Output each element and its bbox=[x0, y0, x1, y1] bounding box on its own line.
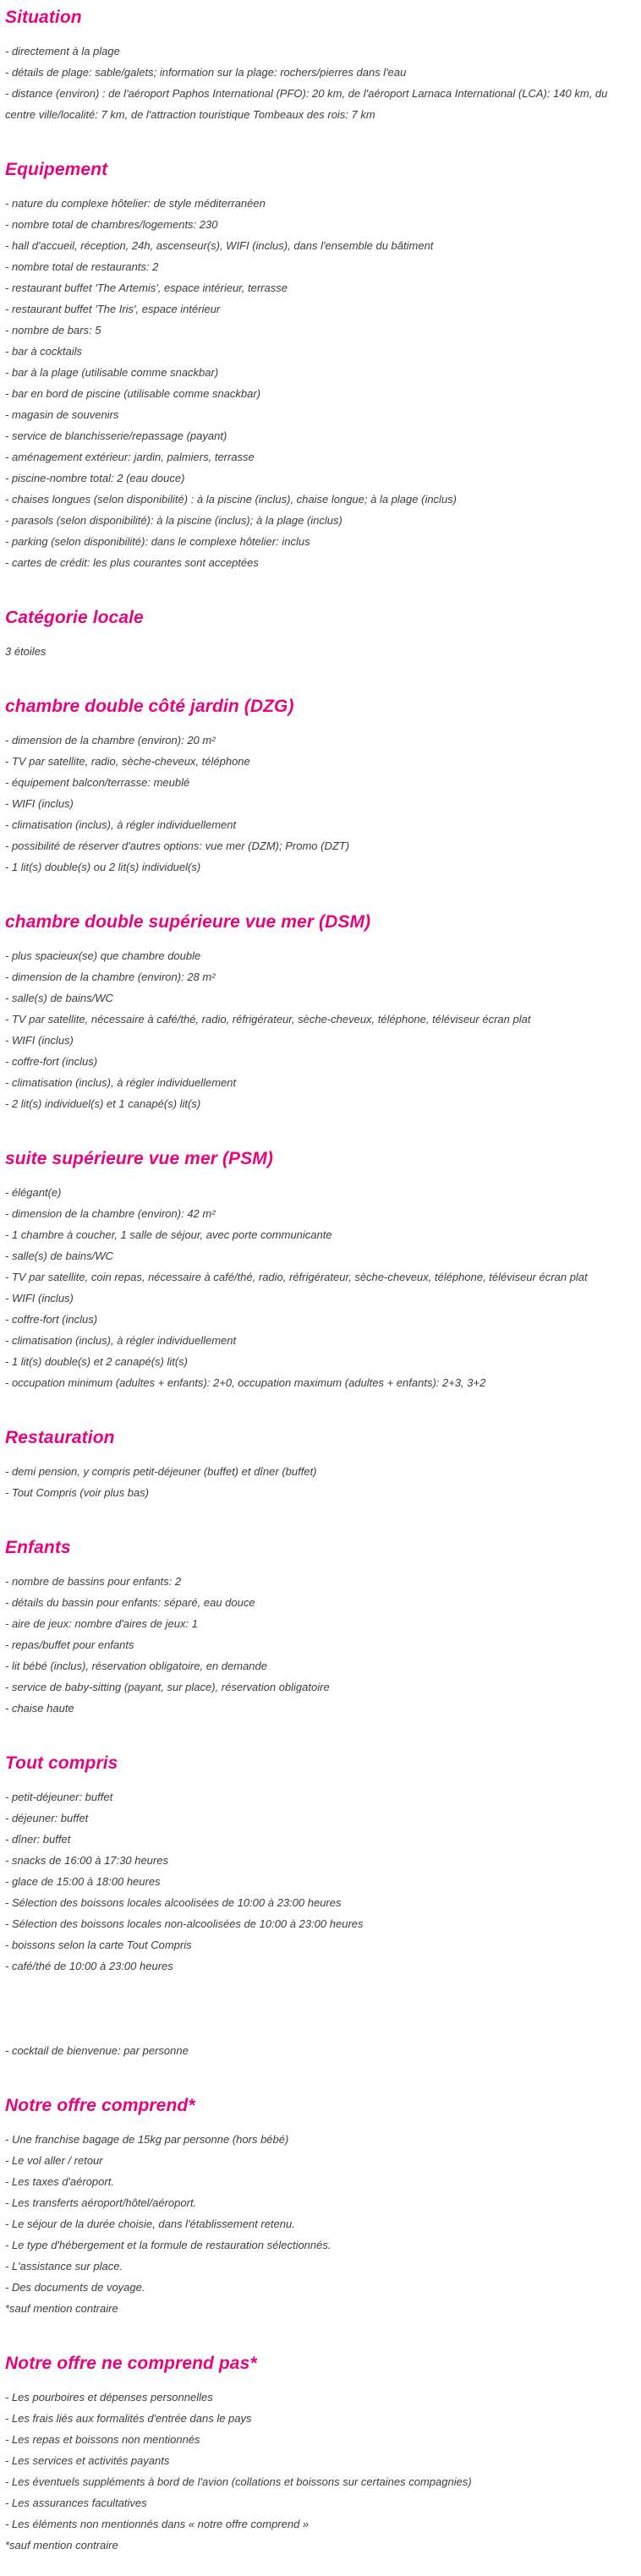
section-title-situation: Situation bbox=[5, 8, 82, 27]
detail-line: - bar en bord de piscine (utilisable comme snackbar) bbox=[5, 387, 261, 400]
detail-line: - 1 chambre à coucher, 1 salle de séjour, avec porte communicante bbox=[5, 1228, 332, 1241]
section-title-enfants: Enfants bbox=[5, 1538, 71, 1557]
detail-line: - plus spacieux(se) que chambre double bbox=[5, 949, 201, 962]
detail-line: - bar à cocktails bbox=[5, 345, 83, 358]
detail-line: - Tout Compris (voir plus bas) bbox=[5, 1486, 150, 1499]
detail-line: - cocktail de bienvenue: par personne bbox=[5, 2044, 189, 2057]
detail-line: - snacks de 16:00 à 17:30 heures bbox=[5, 1854, 168, 1867]
detail-line: - cartes de crédit: les plus courantes sont acceptées bbox=[5, 556, 259, 569]
detail-line: - climatisation (inclus), à régler individuellement bbox=[5, 1334, 237, 1347]
section-title-suite-superieure-vue-mer-psm: suite supérieure vue mer (PSM) bbox=[5, 1149, 273, 1168]
detail-line: - élégant(e) bbox=[5, 1186, 62, 1199]
section-body bbox=[5, 2387, 631, 2556]
detail-line: - coffre-fort (inclus) bbox=[5, 1055, 98, 1068]
detail-line: *sauf mention contraire bbox=[5, 2302, 118, 2315]
detail-line: - Les assurances facultatives bbox=[5, 2497, 147, 2509]
section-chambre-double-superieure-vue-mer-dsm bbox=[5, 911, 631, 1114]
detail-line: - bar à la plage (utilisable comme snackbar) bbox=[5, 366, 219, 379]
section-body bbox=[5, 641, 631, 662]
section-body bbox=[5, 945, 631, 1114]
detail-line: - TV par satellite, radio, sèche-cheveux, téléphone bbox=[5, 755, 250, 768]
detail-line: - WIFI (inclus) bbox=[5, 1292, 74, 1304]
section-body bbox=[5, 1571, 631, 1719]
detail-line: 3 étoiles bbox=[5, 645, 47, 658]
detail-line: - climatisation (inclus), à régler individuellement bbox=[5, 818, 237, 831]
detail-line: - L'assistance sur place. bbox=[5, 2260, 123, 2272]
detail-line: - service de baby-sitting (payant, sur place), réservation obligatoire bbox=[5, 1681, 330, 1693]
detail-line: - Le séjour de la durée choisie, dans l'établissement retenu. bbox=[5, 2218, 295, 2230]
detail-line: - WIFI (inclus) bbox=[5, 797, 74, 810]
section-notre-offre-comprend bbox=[5, 2095, 631, 2319]
detail-line: - restaurant buffet 'The Iris', espace intérieur bbox=[5, 303, 221, 315]
section-title-notre-offre-ne-comprend-pas: Notre offre ne comprend pas* bbox=[5, 2354, 257, 2373]
section-body bbox=[5, 1786, 631, 2061]
detail-line: - TV par satellite, coin repas, nécessaire à café/thé, radio, réfrigérateur, sèche-cheveux, téléphone, téléviseur écran plat bbox=[5, 1271, 588, 1283]
detail-line: - dimension de la chambre (environ): 28 m² bbox=[5, 971, 216, 983]
section-title-chambre-double-cote-jardin-dzg: chambre double côté jardin (DZG) bbox=[5, 697, 294, 716]
detail-line: - possibilité de réserver d'autres options: vue mer (DZM); Promo (DZT) bbox=[5, 840, 350, 852]
detail-line: - demi pension, y compris petit-déjeuner (buffet) et dîner (buffet) bbox=[5, 1465, 317, 1478]
section-title-restauration: Restauration bbox=[5, 1428, 115, 1447]
detail-line: - nombre de bars: 5 bbox=[5, 324, 101, 336]
detail-line: - Sélection des boissons locales alcoolisées de 10:00 à 23:00 heures bbox=[5, 1896, 342, 1909]
detail-line: - dîner: buffet bbox=[5, 1833, 71, 1846]
detail-line: - petit-déjeuner: buffet bbox=[5, 1791, 113, 1803]
detail-line: - service de blanchisserie/repassage (payant) bbox=[5, 429, 227, 442]
section-title-equipement: Equipement bbox=[5, 160, 108, 179]
detail-line: - climatisation (inclus), à régler individuellement bbox=[5, 1076, 237, 1089]
detail-line: - nombre de bassins pour enfants: 2 bbox=[5, 1575, 182, 1588]
detail-line: - lit bébé (inclus), réservation obligatoire, en demande bbox=[5, 1660, 268, 1672]
detail-line: - parking (selon disponibilité): dans le complexe hôtelier: inclus bbox=[5, 535, 310, 548]
detail-line: - Le vol aller / retour bbox=[5, 2154, 103, 2167]
section-body bbox=[5, 1461, 631, 1503]
detail-line: - 1 lit(s) double(s) ou 2 lit(s) individuel(s) bbox=[5, 861, 201, 873]
detail-line: - Les repas et boissons non mentionnés bbox=[5, 2433, 200, 2446]
detail-line: - Les services et activités payants bbox=[5, 2454, 170, 2467]
detail-line: - café/thé de 10:00 à 23:00 heures bbox=[5, 1960, 173, 1972]
section-title-categorie-locale: Catégorie locale bbox=[5, 608, 144, 627]
detail-line: - 1 lit(s) double(s) et 2 canapé(s) lit(s) bbox=[5, 1355, 189, 1368]
section-title-tout-compris: Tout compris bbox=[5, 1753, 118, 1773]
section-body bbox=[5, 41, 631, 125]
section-title-notre-offre-comprend: Notre offre comprend* bbox=[5, 2096, 195, 2115]
detail-line: - Les transferts aéroport/hôtel/aéroport. bbox=[5, 2196, 197, 2209]
detail-line: - boissons selon la carte Tout Compris bbox=[5, 1939, 192, 1951]
section-chambre-double-cote-jardin-dzg bbox=[5, 696, 631, 878]
section-enfants bbox=[5, 1537, 631, 1719]
detail-line: - coffre-fort (inclus) bbox=[5, 1313, 98, 1326]
section-title-chambre-double-superieure-vue-mer-dsm: chambre double supérieure vue mer (DSM) bbox=[5, 912, 371, 932]
section-body bbox=[5, 730, 631, 878]
detail-line: - chaise haute bbox=[5, 1702, 74, 1715]
section-tout-compris bbox=[5, 1753, 631, 2061]
detail-line: - salle(s) de bains/WC bbox=[5, 1250, 113, 1262]
detail-line: - directement à la plage bbox=[5, 45, 120, 57]
detail-line: - Les taxes d'aéroport. bbox=[5, 2175, 114, 2188]
detail-line: - nature du complexe hôtelier: de style méditerranéen bbox=[5, 197, 266, 210]
detail-line: - distance (environ) : de l'aéroport Paphos International (PFO): 20 km, de l'aéroport Larnaca International (LCA): 140 km, du centre ville/localité: 7 km, de l'attraction touristique Tombeaux des rois: 7 km bbox=[5, 87, 608, 121]
detail-line: - équipement balcon/terrasse: meublé bbox=[5, 776, 190, 789]
detail-line: - dimension de la chambre (environ): 20 m² bbox=[5, 734, 216, 747]
section-restauration bbox=[5, 1427, 631, 1503]
detail-line: - glace de 15:00 à 18:00 heures bbox=[5, 1875, 161, 1888]
detail-line: - WIFI (inclus) bbox=[5, 1034, 74, 1047]
detail-line: - Le type d'hébergement et la formule de restauration sélectionnés. bbox=[5, 2239, 331, 2251]
section-situation bbox=[5, 7, 631, 125]
detail-line: - magasin de souvenirs bbox=[5, 408, 119, 421]
section-equipement bbox=[5, 159, 631, 573]
section-suite-superieure-vue-mer-psm bbox=[5, 1148, 631, 1393]
blank-line bbox=[5, 1977, 631, 1998]
detail-line: - aire de jeux: nombre d'aires de jeux: 1 bbox=[5, 1617, 198, 1630]
section-categorie-locale bbox=[5, 607, 631, 662]
detail-line: - nombre total de chambres/logements: 230 bbox=[5, 218, 218, 231]
detail-line: - restaurant buffet 'The Artemis', espace intérieur, terrasse bbox=[5, 282, 288, 294]
detail-line: - détails de plage: sable/galets; information sur la plage: rochers/pierres dans l'eau bbox=[5, 66, 407, 79]
section-body bbox=[5, 2129, 631, 2319]
detail-line: - nombre total de restaurants: 2 bbox=[5, 260, 159, 273]
detail-line: - parasols (selon disponibilité): à la piscine (inclus); à la plage (inclus) bbox=[5, 514, 342, 527]
detail-line: - 2 lit(s) individuel(s) et 1 canapé(s) lit(s) bbox=[5, 1097, 201, 1110]
detail-line: - Des documents de voyage. bbox=[5, 2281, 145, 2294]
detail-line: - occupation minimum (adultes + enfants): 2+0, occupation maximum (adultes + enfants): 2+3, 3+2 bbox=[5, 1376, 486, 1389]
detail-line: - Les éléments non mentionnés dans « notre offre comprend » bbox=[5, 2518, 310, 2530]
detail-line: - Les éventuels suppléments à bord de l'avion (collations et boissons sur certaines compagnies) bbox=[5, 2475, 472, 2488]
detail-line: - aménagement extérieur: jardin, palmiers, terrasse bbox=[5, 451, 255, 463]
detail-line: - détails du bassin pour enfants: séparé, eau douce bbox=[5, 1596, 255, 1609]
detail-line: - TV par satellite, nécessaire à café/thé, radio, réfrigérateur, sèche-cheveux, téléphone, téléviseur écran plat bbox=[5, 1013, 531, 1025]
detail-line: *sauf mention contraire bbox=[5, 2539, 118, 2551]
blank-line bbox=[5, 2019, 631, 2040]
detail-line: - Les frais liés aux formalités d'entrée dans le pays bbox=[5, 2412, 252, 2425]
detail-line: - Une franchise bagage de 15kg par personne (hors bébé) bbox=[5, 2133, 289, 2146]
detail-line: - dimension de la chambre (environ): 42 m² bbox=[5, 1207, 216, 1220]
detail-line: - salle(s) de bains/WC bbox=[5, 992, 113, 1004]
section-body bbox=[5, 193, 631, 573]
detail-line: - déjeuner: buffet bbox=[5, 1812, 89, 1824]
detail-line: - piscine-nombre total: 2 (eau douce) bbox=[5, 472, 185, 484]
section-notre-offre-ne-comprend-pas bbox=[5, 2353, 631, 2556]
detail-line: - Sélection des boissons locales non-alcoolisées de 10:00 à 23:00 heures bbox=[5, 1917, 364, 1930]
section-body bbox=[5, 1182, 631, 1393]
detail-line: - repas/buffet pour enfants bbox=[5, 1638, 134, 1651]
detail-line: - chaises longues (selon disponibilité) : à la piscine (inclus), chaise longue; à la plage (inclus) bbox=[5, 493, 457, 506]
blank-line bbox=[5, 1998, 631, 2019]
detail-line: - hall d'accueil, réception, 24h, ascenseur(s), WIFI (inclus), dans l'ensemble du bâtiment bbox=[5, 239, 434, 252]
detail-line: - Les pourboires et dépenses personnelles bbox=[5, 2391, 213, 2404]
